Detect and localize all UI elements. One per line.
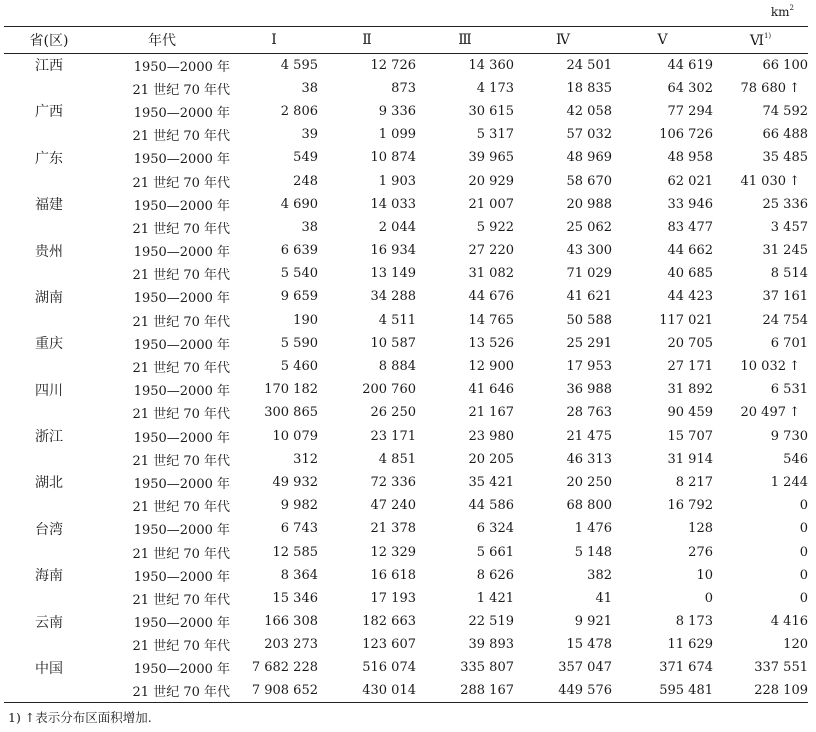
value-cell-c1: 5 460 <box>280 359 318 375</box>
value-cell-c1: 7 682 228 <box>251 660 318 676</box>
era-cell: 1950—2000 年 <box>133 523 230 539</box>
value-cell-c5: 40 685 <box>667 266 713 282</box>
value-cell-c4: 20 988 <box>566 196 612 212</box>
era-cell: 21 世纪 70 年代 <box>132 82 230 98</box>
value-cell-c3: 21 007 <box>468 196 514 212</box>
value-cell-c3: 5 317 <box>476 127 514 143</box>
value-cell-c2: 14 033 <box>370 196 416 212</box>
value-cell-c5: 62 021 <box>667 173 713 189</box>
header-c3: Ⅲ <box>458 32 472 48</box>
value-cell-c5: 595 481 <box>659 683 713 699</box>
value-text: 78 680 <box>740 80 786 96</box>
province-cell <box>4 123 94 146</box>
value-cell-c3: 5 661 <box>476 544 514 560</box>
era-cell: 21 世纪 70 年代 <box>132 453 230 469</box>
value-cell-c5: 10 <box>696 567 713 583</box>
value-cell-c5: 16 792 <box>667 498 713 514</box>
value-cell-c5: 8 217 <box>675 474 713 490</box>
value-cell-c5: 90 459 <box>667 405 713 421</box>
value-cell-c1: 170 182 <box>264 382 318 398</box>
value-cell-c3: 288 167 <box>460 683 514 699</box>
value-cell-c4: 41 <box>595 590 612 606</box>
value-cell-c5: 0 <box>704 590 713 606</box>
value-cell-c5: 117 021 <box>659 312 713 328</box>
value-cell-c2: 182 663 <box>362 614 416 630</box>
table-row <box>4 610 808 633</box>
value-cell-c1: 312 <box>293 451 318 467</box>
era-cell: 21 世纪 70 年代 <box>132 314 230 330</box>
value-cell-c5: 128 <box>688 521 713 537</box>
province-cell <box>4 540 94 563</box>
value-cell-c4: 25 291 <box>566 335 612 351</box>
era-cell: 21 世纪 70 年代 <box>132 175 230 191</box>
value-cell-c2: 123 607 <box>362 637 416 653</box>
province-cell: 重庆 <box>35 336 63 353</box>
value-cell-c2: 23 171 <box>370 428 416 444</box>
table-row <box>4 494 808 517</box>
value-cell-c1: 15 346 <box>272 590 318 606</box>
era-cell: 1950—2000 年 <box>133 291 230 307</box>
value-cell-c1: 300 865 <box>264 405 318 421</box>
value-cell-c4: 20 250 <box>566 474 612 490</box>
province-cell <box>4 401 94 424</box>
value-cell-c3: 20 205 <box>468 451 514 467</box>
value-cell-c2: 10 587 <box>370 335 416 351</box>
table-row <box>4 193 808 216</box>
province-cell: 浙江 <box>35 429 63 446</box>
value-text: 20 497 <box>740 405 786 421</box>
value-cell-c3: 30 615 <box>468 103 514 119</box>
header-c6-note: 1) <box>763 31 772 40</box>
value-cell-c2: 200 760 <box>362 382 416 398</box>
value-cell-c1: 5 540 <box>280 266 318 282</box>
province-cell <box>4 355 94 378</box>
increase-arrow-icon: ↑ <box>789 173 800 189</box>
value-cell-c3: 335 807 <box>460 660 514 676</box>
value-cell-c3: 27 220 <box>468 243 514 259</box>
table-row <box>4 633 808 656</box>
header-c5: Ⅴ <box>657 32 668 48</box>
value-text: 41 030 <box>740 173 786 189</box>
value-cell-c4: 449 576 <box>558 683 612 699</box>
value-cell-c6: 37 161 <box>762 289 808 305</box>
value-cell-c4: 24 501 <box>566 57 612 73</box>
table-row <box>4 355 808 378</box>
value-cell-c3: 31 082 <box>468 266 514 282</box>
province-cell <box>4 262 94 285</box>
value-cell-c5: 44 423 <box>667 289 713 305</box>
value-cell-c2: 12 726 <box>370 57 416 73</box>
value-cell-c6: 0 <box>799 544 808 560</box>
era-cell: 21 世纪 70 年代 <box>132 268 230 284</box>
value-cell-c3: 39 893 <box>468 637 514 653</box>
value-cell-c3: 5 922 <box>476 219 514 235</box>
header-row <box>4 27 808 54</box>
province-cell: 福建 <box>35 197 63 214</box>
era-cell: 1950—2000 年 <box>133 430 230 446</box>
value-cell-c6: 8 514 <box>770 266 808 282</box>
value-cell-c4: 50 588 <box>566 312 612 328</box>
table-row <box>4 239 808 262</box>
value-cell-c4: 17 953 <box>566 359 612 375</box>
value-cell-c6: 35 485 <box>762 150 808 166</box>
value-cell-c6 <box>713 169 808 192</box>
value-cell-c3: 14 765 <box>468 312 514 328</box>
unit-label <box>771 4 794 19</box>
value-cell-c6: 0 <box>799 521 808 537</box>
value-cell-c6: 74 592 <box>762 103 808 119</box>
era-cell: 1950—2000 年 <box>133 105 230 121</box>
table-row <box>4 425 808 448</box>
table-row <box>4 146 808 169</box>
value-cell-c5: 27 171 <box>667 359 713 375</box>
value-cell-c4: 58 670 <box>566 173 612 189</box>
value-cell-c4: 382 <box>587 567 612 583</box>
value-cell-c4: 1 476 <box>574 521 612 537</box>
value-cell-c2: 9 336 <box>378 103 416 119</box>
era-cell: 21 世纪 70 年代 <box>132 546 230 562</box>
value-cell-c5: 20 705 <box>667 335 713 351</box>
value-cell-c1: 49 932 <box>272 474 318 490</box>
value-cell-c3: 22 519 <box>468 614 514 630</box>
header-c2: Ⅱ <box>362 32 372 48</box>
province-cell <box>4 77 94 100</box>
value-cell-c3: 12 900 <box>468 359 514 375</box>
value-cell-c4: 68 800 <box>566 498 612 514</box>
value-cell-c4: 36 988 <box>566 382 612 398</box>
table-row <box>4 517 808 540</box>
value-cell-c1: 166 308 <box>264 614 318 630</box>
value-cell-c2: 4 851 <box>378 451 416 467</box>
value-cell-c6: 546 <box>783 451 808 467</box>
value-cell-c1: 248 <box>293 173 318 189</box>
table-row <box>4 332 808 355</box>
province-cell: 广西 <box>35 104 63 121</box>
value-cell-c1: 7 908 652 <box>251 683 318 699</box>
value-cell-c2: 72 336 <box>370 474 416 490</box>
value-cell-c4: 21 475 <box>566 428 612 444</box>
value-cell-c5: 44 619 <box>667 57 713 73</box>
table-row <box>4 169 808 192</box>
value-cell-c2: 516 074 <box>362 660 416 676</box>
table-row <box>4 309 808 332</box>
value-cell-c6: 120 <box>783 637 808 653</box>
value-cell-c1: 4 595 <box>280 57 318 73</box>
value-cell-c4: 46 313 <box>566 451 612 467</box>
increase-arrow-icon: ↑ <box>789 80 800 96</box>
value-cell-c1: 6 743 <box>280 521 318 537</box>
table-row <box>4 564 808 587</box>
value-cell-c2: 1 903 <box>378 173 416 189</box>
era-cell: 1950—2000 年 <box>133 616 230 632</box>
value-cell-c3: 39 965 <box>468 150 514 166</box>
value-text: 10 032 <box>740 359 786 375</box>
value-cell-c4: 48 969 <box>566 150 612 166</box>
value-cell-c6: 0 <box>799 498 808 514</box>
table-row <box>4 656 808 679</box>
value-cell-c4: 357 047 <box>558 660 612 676</box>
province-cell <box>4 494 94 517</box>
value-cell-c3: 13 526 <box>468 335 514 351</box>
value-cell-c5: 371 674 <box>659 660 713 676</box>
value-cell-c3: 41 646 <box>468 382 514 398</box>
value-cell-c5: 77 294 <box>667 103 713 119</box>
value-cell-c5: 31 892 <box>667 382 713 398</box>
area-table <box>4 26 808 703</box>
era-cell: 21 世纪 70 年代 <box>132 685 230 701</box>
value-cell-c5: 276 <box>688 544 713 560</box>
value-cell-c6: 4 416 <box>770 614 808 630</box>
value-cell-c3: 20 929 <box>468 173 514 189</box>
table-row <box>4 54 808 77</box>
value-cell-c6: 6 701 <box>770 335 808 351</box>
province-cell: 云南 <box>35 614 63 631</box>
value-cell-c3: 35 421 <box>468 474 514 490</box>
value-cell-c4: 15 478 <box>566 637 612 653</box>
table-row <box>4 587 808 610</box>
value-cell-c3: 44 676 <box>468 289 514 305</box>
era-cell: 21 世纪 70 年代 <box>132 129 230 145</box>
value-cell-c3: 4 173 <box>476 80 514 96</box>
value-cell-c2: 47 240 <box>370 498 416 514</box>
value-cell-c4: 25 062 <box>566 219 612 235</box>
increase-arrow-icon: ↑ <box>789 359 800 375</box>
value-cell-c6 <box>713 77 808 100</box>
header-c1: Ⅰ <box>271 32 277 48</box>
value-cell-c1: 2 806 <box>280 103 318 119</box>
value-cell-c6 <box>713 401 808 424</box>
province-cell: 四川 <box>35 382 63 399</box>
era-cell: 1950—2000 年 <box>133 198 230 214</box>
value-cell-c6: 6 531 <box>770 382 808 398</box>
value-cell-c1: 39 <box>301 127 318 143</box>
value-cell-c2: 12 329 <box>370 544 416 560</box>
value-cell-c2: 34 288 <box>370 289 416 305</box>
value-cell-c5: 33 946 <box>667 196 713 212</box>
unit-exponent: 2 <box>789 4 794 12</box>
value-cell-c2: 873 <box>391 80 416 96</box>
value-cell-c1: 12 585 <box>272 544 318 560</box>
value-cell-c5: 15 707 <box>667 428 713 444</box>
value-cell-c5: 106 726 <box>659 127 713 143</box>
value-cell-c5: 8 173 <box>675 614 713 630</box>
table-row <box>4 680 808 703</box>
value-cell-c4: 5 148 <box>574 544 612 560</box>
value-cell-c6: 66 100 <box>762 57 808 73</box>
value-cell-c3: 14 360 <box>468 57 514 73</box>
value-cell-c6: 3 457 <box>770 219 808 235</box>
province-cell <box>4 587 94 610</box>
table-row <box>4 285 808 308</box>
era-cell: 21 世纪 70 年代 <box>132 500 230 516</box>
era-cell: 21 世纪 70 年代 <box>132 592 230 608</box>
value-cell-c6: 0 <box>799 567 808 583</box>
value-cell-c1: 38 <box>301 80 318 96</box>
era-cell: 1950—2000 年 <box>133 245 230 261</box>
value-cell-c4: 43 300 <box>566 243 612 259</box>
value-cell-c1: 5 590 <box>280 335 318 351</box>
value-cell-c6: 1 244 <box>770 474 808 490</box>
value-cell-c1: 9 659 <box>280 289 318 305</box>
table-row <box>4 262 808 285</box>
value-cell-c1: 6 639 <box>280 243 318 259</box>
table-row <box>4 123 808 146</box>
value-cell-c1: 8 364 <box>280 567 318 583</box>
value-cell-c4: 71 029 <box>566 266 612 282</box>
value-cell-c2: 16 934 <box>370 243 416 259</box>
value-cell-c6 <box>713 355 808 378</box>
value-cell-c6: 24 754 <box>762 312 808 328</box>
table-row <box>4 448 808 471</box>
value-cell-c4: 18 835 <box>566 80 612 96</box>
value-cell-c1: 38 <box>301 219 318 235</box>
value-cell-c6: 9 730 <box>770 428 808 444</box>
value-cell-c4: 57 032 <box>566 127 612 143</box>
value-cell-c2: 2 044 <box>378 219 416 235</box>
era-cell: 1950—2000 年 <box>133 152 230 168</box>
value-cell-c6: 228 109 <box>754 683 808 699</box>
value-cell-c2: 13 149 <box>370 266 416 282</box>
value-cell-c2: 10 874 <box>370 150 416 166</box>
table-row <box>4 401 808 424</box>
value-cell-c2: 21 378 <box>370 521 416 537</box>
province-cell: 海南 <box>35 568 63 585</box>
value-cell-c4: 9 921 <box>574 614 612 630</box>
increase-arrow-icon: ↑ <box>789 405 800 421</box>
province-cell: 江西 <box>35 58 63 75</box>
province-cell <box>4 448 94 471</box>
value-cell-c4: 42 058 <box>566 103 612 119</box>
province-cell: 广东 <box>35 150 63 167</box>
era-cell: 21 世纪 70 年代 <box>132 639 230 655</box>
value-cell-c3: 21 167 <box>468 405 514 421</box>
header-c4: Ⅳ <box>556 32 570 48</box>
value-cell-c5: 44 662 <box>667 243 713 259</box>
header-province: 省(区) <box>29 33 69 49</box>
value-cell-c3: 23 980 <box>468 428 514 444</box>
table-row <box>4 471 808 494</box>
value-cell-c1: 4 690 <box>280 196 318 212</box>
province-cell: 贵州 <box>35 243 63 260</box>
value-cell-c5: 11 629 <box>667 637 713 653</box>
value-cell-c1: 549 <box>293 150 318 166</box>
value-cell-c6: 0 <box>799 590 808 606</box>
province-cell <box>4 169 94 192</box>
value-cell-c2: 8 884 <box>378 359 416 375</box>
value-cell-c6: 66 488 <box>762 127 808 143</box>
province-cell: 湖南 <box>35 289 63 306</box>
value-cell-c2: 4 511 <box>378 312 416 328</box>
era-cell: 1950—2000 年 <box>133 476 230 492</box>
table-row <box>4 216 808 239</box>
province-cell: 湖北 <box>35 475 63 492</box>
value-cell-c3: 8 626 <box>476 567 514 583</box>
era-cell: 1950—2000 年 <box>133 662 230 678</box>
header-c6 <box>713 27 808 54</box>
province-cell <box>4 633 94 656</box>
province-cell <box>4 680 94 703</box>
value-cell-c3: 6 324 <box>476 521 514 537</box>
value-cell-c6: 25 336 <box>762 196 808 212</box>
value-cell-c3: 1 421 <box>476 590 514 606</box>
era-cell: 21 世纪 70 年代 <box>132 361 230 377</box>
era-cell: 1950—2000 年 <box>133 569 230 585</box>
value-cell-c2: 1 099 <box>378 127 416 143</box>
province-cell <box>4 216 94 239</box>
value-cell-c5: 83 477 <box>667 219 713 235</box>
era-cell: 1950—2000 年 <box>133 337 230 353</box>
table-row <box>4 77 808 100</box>
unit-base: km <box>770 5 790 19</box>
value-cell-c2: 17 193 <box>370 590 416 606</box>
table-row <box>4 378 808 401</box>
value-cell-c4: 41 621 <box>566 289 612 305</box>
province-cell: 台湾 <box>35 521 63 538</box>
province-cell: 中国 <box>35 660 63 677</box>
value-cell-c1: 190 <box>293 312 318 328</box>
era-cell: 21 世纪 70 年代 <box>132 407 230 423</box>
province-cell <box>4 309 94 332</box>
value-cell-c6: 31 245 <box>762 243 808 259</box>
value-cell-c1: 203 273 <box>264 637 318 653</box>
value-cell-c1: 10 079 <box>272 428 318 444</box>
era-cell: 21 世纪 70 年代 <box>132 221 230 237</box>
value-cell-c5: 31 914 <box>667 451 713 467</box>
table-body <box>4 54 808 703</box>
table-row <box>4 540 808 563</box>
value-cell-c5: 64 302 <box>667 80 713 96</box>
header-c6-label: Ⅵ <box>749 32 764 49</box>
value-cell-c1: 9 982 <box>280 498 318 514</box>
era-cell: 1950—2000 年 <box>133 59 230 75</box>
value-cell-c3: 44 586 <box>468 498 514 514</box>
header-era: 年代 <box>148 33 176 49</box>
table-row <box>4 100 808 123</box>
era-cell: 1950—2000 年 <box>133 384 230 400</box>
footnote: 1) ↑表示分布区面积增加. <box>8 710 152 725</box>
value-cell-c6: 337 551 <box>754 660 808 676</box>
value-cell-c4: 28 763 <box>566 405 612 421</box>
value-cell-c2: 26 250 <box>370 405 416 421</box>
value-cell-c5: 48 958 <box>667 150 713 166</box>
value-cell-c2: 16 618 <box>370 567 416 583</box>
value-cell-c2: 430 014 <box>362 683 416 699</box>
